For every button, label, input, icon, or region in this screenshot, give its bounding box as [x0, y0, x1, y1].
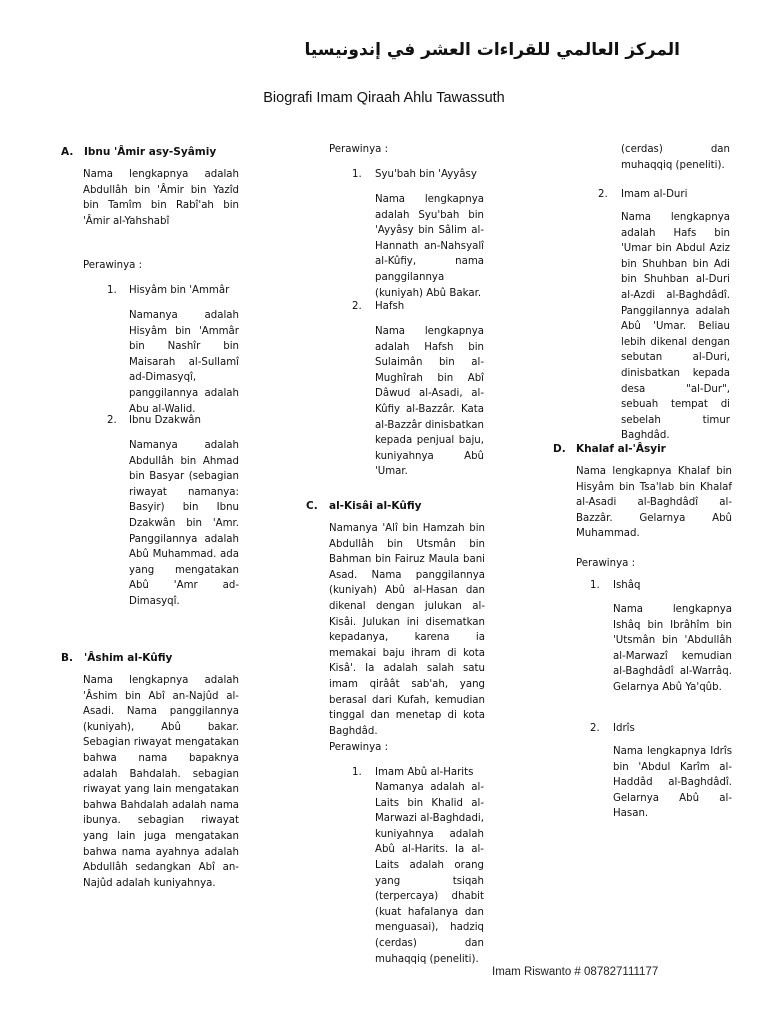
- section-d-title: Khalaf al-'Âsyir: [576, 443, 666, 455]
- narrator-text: Namanya adalah al-Laits bin Khalid al-Marwazi al-Baghdadi, kuniyahnya adalah Abû al-Harits. Ia al-Laits adalah orang yang tsiqah (terpercaya) dhabit (kuat hafalanya dan menguasai), hadziq (cerdas) dan muhaqqiq (peneliti).: [375, 782, 484, 965]
- narrator-number: 1.: [352, 169, 362, 180]
- narrator-name: Idrîs: [613, 723, 635, 734]
- narrator-number: 1.: [107, 285, 117, 296]
- footer-contact: Imam Riswanto # 087827111177: [492, 966, 659, 978]
- section-c-title: al-Kisâi al-Kûfiy: [329, 500, 422, 512]
- section-c-text: Namanya 'Alî bin Hamzah bin Abdullâh bin Utsmân bin Bahman bin Fairuz Maula bani Asad. Nama panggilannya (kuniyah) Abû al-Hasan dan dikenal dengan julukan al-Kisâi. Julukan ini disematkan kepadanya, karena ia memakai baju ihram di kota Kisâ'. Ia adalah salah satu imam qirâât sab'ah, yang berasal dari Kufah, kemudian tinggal dan menetap di kota Baghdâd.: [329, 523, 485, 737]
- page-title: Biografi Imam Qiraah Ahlu Tawassuth: [263, 90, 505, 106]
- section-d-text: Nama lengkapnya Khalaf bin Hisyâm bin Tsa'lab bin Khalaf al-Asadi al-Baghdâdî al-Bazzâr. Gelarnya Abû Muhammad.: [576, 466, 732, 540]
- narrator-text: Nama lengkapnya adalah Hafsh bin Sulaimân bin al-Mughîrah bin Abî Dâwud al-Asadi, al-Kûfiy al-Bazzâr. Kata al-Bazzâr dinisbatkan kepada penjual baju, kuniyahnya Abû 'Umar.: [375, 326, 484, 478]
- section-b-narrators-label: Perawinya :: [329, 144, 389, 155]
- narrator-text: Nama lengkapnya adalah Hafs bin 'Umar bin Abdul Aziz bin Shuhban bin Adi bin Shuhban al-Duri al-Azdi al-Baghdâdî. Panggilannya adalah Abû 'Umar. Beliau lebih dikenal dengan sebutan al-Duri, dinisbatkan kepada desa "al-Dur", sebuah tempat di sebelah timur Baghdâd.: [621, 212, 730, 442]
- narrator-name: Imam Abû al-Harits: [375, 767, 474, 778]
- section-b-letter: B.: [61, 652, 73, 664]
- narrator-name: Ishâq: [613, 580, 641, 591]
- narrator-text: Nama lengkapnya Ishâq bin Ibrâhîm bin 'Utsmân bin 'Abdullâh al-Marwazî kemudian al-Baghdâdî al-Warrâq. Gelarnya Abû Ya'qûb.: [613, 604, 732, 693]
- section-c-narrators-label: Perawinya :: [329, 742, 389, 753]
- narrator-text: Nama lengkapnya Idrîs bin 'Abdul Karîm al-Haddâd al-Baghdâdî. Gelarnya Abû al-Hasan.: [613, 746, 732, 820]
- section-c-letter: C.: [306, 500, 318, 512]
- section-d-narrators-label: Perawinya :: [576, 558, 636, 569]
- section-a-title: Ibnu 'Âmir asy-Syâmiy: [84, 146, 217, 158]
- narrator-text: Namanya adalah Abdullâh bin Ahmad bin Basyar (sebagian riwayat namanya: Basyir) bin Ibnu Dzakwân bin 'Amr. Panggilannya adalah Abû Muhammad. ada yang mengatakan Abû 'Amr ad-Dimasyqî.: [129, 440, 239, 607]
- narrator-number: 2.: [590, 723, 600, 734]
- narrator-number: 2.: [107, 415, 117, 426]
- section-d-letter: D.: [553, 443, 566, 455]
- section-b-title: 'Âshim al-Kûfiy: [84, 652, 173, 664]
- narrator-name: Syu'bah bin 'Ayyâsy: [375, 169, 477, 180]
- section-a-letter: A.: [61, 146, 74, 158]
- narrator-name: Hafsh: [375, 301, 405, 312]
- narrator-name: Ibnu Dzakwân: [129, 415, 201, 426]
- narrator-name: Imam al-Duri: [621, 189, 688, 200]
- arabic-header: المركز العالمي للقراءات العشر في إندونيسيا: [304, 40, 680, 60]
- narrator-number: 1.: [352, 767, 362, 778]
- narrator-text-continued: (cerdas) dan muhaqqiq (peneliti).: [621, 144, 730, 171]
- narrator-text: Nama lengkapnya adalah Syu'bah bin 'Ayyâsy bin Sâlim al-Hannath an-Nahsyalî al-Kûfiy, nama panggilannya (kuniyah) Abû Bakar.: [375, 194, 484, 299]
- section-a-text: Nama lengkapnya adalah Abdullâh bin 'Âmir bin Yazîd bin Tamîm bin Rabî'ah bin 'Âmir al-Yahshabî: [83, 169, 239, 227]
- section-b-text: Nama lengkapnya adalah 'Âshim bin Abî an-Najûd al-Asadi. Nama panggilannya (kuniyah), Abû bakar. Sebagian riwayat mengatakan bahwa nama bapaknya adalah Bahdalah. sebagian riwayat yang lain mengatakan bahwa Bahdalah adalah nama ibunya. sebagian riwayat yang lain juga mengatakan bahwa nama ayahnya adalah Abdullâh sedangkan Abî an-Najûd adalah kuniyahnya.: [83, 675, 239, 889]
- narrator-number: 2.: [352, 301, 362, 312]
- section-a-narrators-label: Perawinya :: [83, 260, 143, 271]
- narrator-number: 2.: [598, 189, 608, 200]
- narrator-number: 1.: [590, 580, 600, 591]
- narrator-name: Hisyâm bin 'Ammâr: [129, 285, 230, 296]
- narrator-text: Namanya adalah Hisyâm bin 'Ammâr bin Nashîr bin Maisarah al-Sullamî ad-Dimasyqî, panggilannya adalah Abu al-Walid.: [129, 310, 239, 415]
